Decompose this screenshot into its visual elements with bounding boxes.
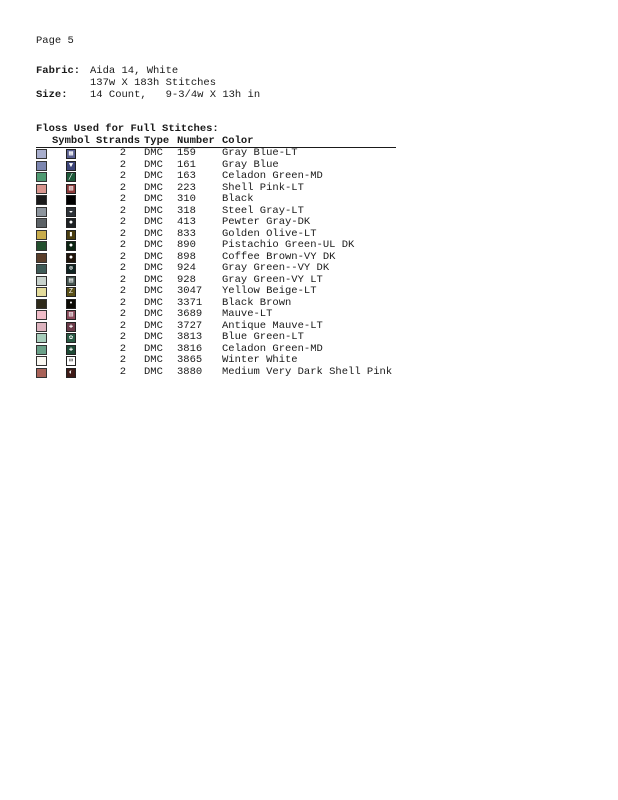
color-swatch bbox=[36, 368, 47, 378]
floss-table-body bbox=[36, 148, 396, 378]
cell-color: Celadon Green-MD bbox=[222, 342, 323, 355]
stitch-symbol-icon: Z bbox=[66, 287, 76, 297]
table-row bbox=[36, 263, 396, 275]
fabric-value: Aida 14, White bbox=[90, 65, 179, 77]
color-swatch bbox=[36, 310, 47, 320]
cell-color: Coffee Brown-VY DK bbox=[222, 250, 336, 263]
stitch-symbol-icon: ✚ bbox=[66, 345, 76, 355]
cell-color: Gray Green-VY LT bbox=[222, 273, 323, 286]
color-swatch bbox=[36, 264, 47, 274]
cell-strands: 2 bbox=[119, 147, 126, 159]
table-row bbox=[36, 275, 396, 287]
cell-color: Winter White bbox=[222, 354, 298, 366]
cell-number: 413 bbox=[177, 216, 196, 228]
cell-number: 3727 bbox=[177, 319, 203, 332]
cell-type: DMC bbox=[144, 181, 163, 194]
stitch-symbol-icon: ▤ bbox=[66, 276, 76, 286]
cell-strands: 2 bbox=[119, 331, 126, 343]
cell-color: Gray Blue bbox=[222, 158, 279, 171]
cell-color: Mauve-LT bbox=[222, 308, 273, 320]
stitch-symbol-icon: ▦ bbox=[66, 149, 76, 159]
cell-color: Golden Olive-LT bbox=[222, 227, 317, 240]
table-row bbox=[36, 286, 396, 298]
color-swatch bbox=[36, 333, 47, 343]
stitch-symbol-icon: ● bbox=[66, 218, 76, 228]
cell-number: 898 bbox=[177, 250, 196, 263]
cell-type: DMC bbox=[144, 250, 163, 263]
cell-strands: 2 bbox=[119, 158, 126, 171]
floss-table-header bbox=[36, 135, 396, 148]
cell-type: DMC bbox=[144, 193, 163, 205]
table-row bbox=[36, 183, 396, 195]
table-row bbox=[36, 194, 396, 206]
color-swatch bbox=[36, 218, 47, 228]
cell-type: DMC bbox=[144, 170, 163, 182]
size-value: 14 Count, 9-3/4w X 13h in bbox=[90, 89, 261, 101]
cell-color: Yellow Beige-LT bbox=[222, 285, 317, 297]
table-row bbox=[36, 332, 396, 344]
cell-color: Pistachio Green-UL DK bbox=[222, 239, 355, 251]
cell-number: 928 bbox=[177, 273, 196, 286]
table-row bbox=[36, 206, 396, 218]
cell-type: DMC bbox=[144, 239, 163, 251]
size-label: Size: bbox=[36, 89, 68, 101]
floss-section-title: Floss Used for Full Stitches: bbox=[36, 123, 219, 135]
cell-strands: 2 bbox=[119, 181, 126, 194]
stitch-symbol-icon: ● bbox=[66, 241, 76, 251]
table-row bbox=[36, 252, 396, 264]
stitch-symbol-icon: ✿ bbox=[66, 333, 76, 343]
color-swatch bbox=[36, 299, 47, 309]
cell-color: Black Brown bbox=[222, 296, 292, 309]
cell-number: 3047 bbox=[177, 285, 203, 297]
color-swatch bbox=[36, 287, 47, 297]
cell-strands: 2 bbox=[119, 354, 126, 366]
stitch-symbol-icon: ▼ bbox=[66, 161, 76, 171]
cell-strands: 2 bbox=[119, 365, 126, 378]
cell-type: DMC bbox=[144, 365, 163, 378]
stitch-symbol-icon: ▮ bbox=[66, 230, 76, 240]
cell-type: DMC bbox=[144, 354, 163, 366]
cell-type: DMC bbox=[144, 204, 163, 217]
cell-strands: 2 bbox=[119, 319, 126, 332]
color-swatch bbox=[36, 276, 47, 286]
cell-type: DMC bbox=[144, 227, 163, 240]
header-symbol: Symbol bbox=[52, 135, 90, 147]
cell-type: DMC bbox=[144, 319, 163, 332]
stitch-symbol-icon: ∞ bbox=[66, 356, 76, 366]
color-swatch bbox=[36, 149, 47, 159]
header-strands: Strands bbox=[96, 135, 141, 147]
cell-type: DMC bbox=[144, 331, 163, 343]
stitch-symbol-icon: • bbox=[66, 299, 76, 309]
fabric-label: Fabric: bbox=[36, 65, 81, 77]
cell-number: 310 bbox=[177, 193, 196, 205]
cell-number: 924 bbox=[177, 262, 196, 274]
floss-table bbox=[36, 135, 396, 378]
table-row bbox=[36, 298, 396, 310]
table-row bbox=[36, 160, 396, 172]
color-swatch bbox=[36, 207, 47, 217]
cell-strands: 2 bbox=[119, 239, 126, 251]
cell-strands: 2 bbox=[119, 308, 126, 320]
cell-color: Medium Very Dark Shell Pink bbox=[222, 365, 393, 378]
cell-strands: 2 bbox=[119, 170, 126, 182]
color-swatch bbox=[36, 230, 47, 240]
stitch-symbol-icon bbox=[66, 195, 76, 205]
cell-number: 223 bbox=[177, 181, 196, 194]
table-row bbox=[36, 171, 396, 183]
cell-color: Antique Mauve-LT bbox=[222, 319, 323, 332]
cell-type: DMC bbox=[144, 147, 163, 159]
cell-number: 3689 bbox=[177, 308, 203, 320]
table-row bbox=[36, 355, 396, 367]
table-row bbox=[36, 148, 396, 160]
color-swatch bbox=[36, 253, 47, 263]
cell-number: 3371 bbox=[177, 296, 203, 309]
cell-color: Gray Green--VY DK bbox=[222, 262, 330, 274]
stitch-symbol-icon: ⊗ bbox=[66, 264, 76, 274]
cell-type: DMC bbox=[144, 342, 163, 355]
color-swatch bbox=[36, 184, 47, 194]
color-swatch bbox=[36, 345, 47, 355]
color-swatch bbox=[36, 195, 47, 205]
cell-color: Steel Gray-LT bbox=[222, 204, 304, 217]
cell-type: DMC bbox=[144, 262, 163, 274]
header-color: Color bbox=[222, 135, 254, 147]
stitch-symbol-icon: ● bbox=[66, 253, 76, 263]
page-number: Page 5 bbox=[36, 35, 74, 47]
cell-strands: 2 bbox=[119, 285, 126, 297]
stitch-symbol-icon: ╱ bbox=[66, 172, 76, 182]
color-swatch bbox=[36, 172, 47, 182]
cell-color: Shell Pink-LT bbox=[222, 181, 304, 194]
cell-number: 159 bbox=[177, 147, 196, 159]
cell-strands: 2 bbox=[119, 250, 126, 263]
cell-number: 3813 bbox=[177, 331, 203, 343]
cell-strands: 2 bbox=[119, 262, 126, 274]
cell-strands: 2 bbox=[119, 216, 126, 228]
cell-strands: 2 bbox=[119, 227, 126, 240]
cell-strands: 2 bbox=[119, 204, 126, 217]
cell-type: DMC bbox=[144, 158, 163, 171]
table-row bbox=[36, 367, 396, 379]
cell-number: 318 bbox=[177, 204, 196, 217]
stitch-symbol-icon: ◒ bbox=[66, 207, 76, 217]
cell-color: Blue Green-LT bbox=[222, 331, 304, 343]
cell-type: DMC bbox=[144, 308, 163, 320]
cell-color: Celadon Green-MD bbox=[222, 170, 323, 182]
cell-strands: 2 bbox=[119, 296, 126, 309]
cell-strands: 2 bbox=[119, 273, 126, 286]
cell-type: DMC bbox=[144, 296, 163, 309]
table-row bbox=[36, 344, 396, 356]
stitch-symbol-icon: ▧ bbox=[66, 184, 76, 194]
fabric-stitches: 137w X 183h Stitches bbox=[90, 77, 217, 89]
cell-number: 3816 bbox=[177, 342, 203, 355]
header-number: Number bbox=[177, 135, 215, 147]
color-swatch bbox=[36, 322, 47, 332]
cell-type: DMC bbox=[144, 273, 163, 286]
table-row bbox=[36, 240, 396, 252]
cell-type: DMC bbox=[144, 216, 163, 228]
cell-number: 890 bbox=[177, 239, 196, 251]
cell-color: Gray Blue-LT bbox=[222, 147, 298, 159]
table-row bbox=[36, 217, 396, 229]
cell-number: 163 bbox=[177, 170, 196, 182]
cell-color: Black bbox=[222, 193, 254, 205]
header-type: Type bbox=[144, 135, 170, 147]
color-swatch bbox=[36, 161, 47, 171]
cell-color: Pewter Gray-DK bbox=[222, 216, 311, 228]
color-swatch bbox=[36, 356, 47, 366]
stitch-symbol-icon: ▥ bbox=[66, 310, 76, 320]
table-row bbox=[36, 309, 396, 321]
color-swatch bbox=[36, 241, 47, 251]
stitch-symbol-icon: ✚ bbox=[66, 322, 76, 332]
cell-type: DMC bbox=[144, 285, 163, 297]
cell-strands: 2 bbox=[119, 193, 126, 205]
cell-strands: 2 bbox=[119, 342, 126, 355]
cell-number: 161 bbox=[177, 158, 196, 171]
stitch-symbol-icon: ◐ bbox=[66, 368, 76, 378]
cell-number: 3880 bbox=[177, 365, 203, 378]
table-row bbox=[36, 321, 396, 333]
cell-number: 3865 bbox=[177, 354, 203, 366]
cell-number: 833 bbox=[177, 227, 196, 240]
